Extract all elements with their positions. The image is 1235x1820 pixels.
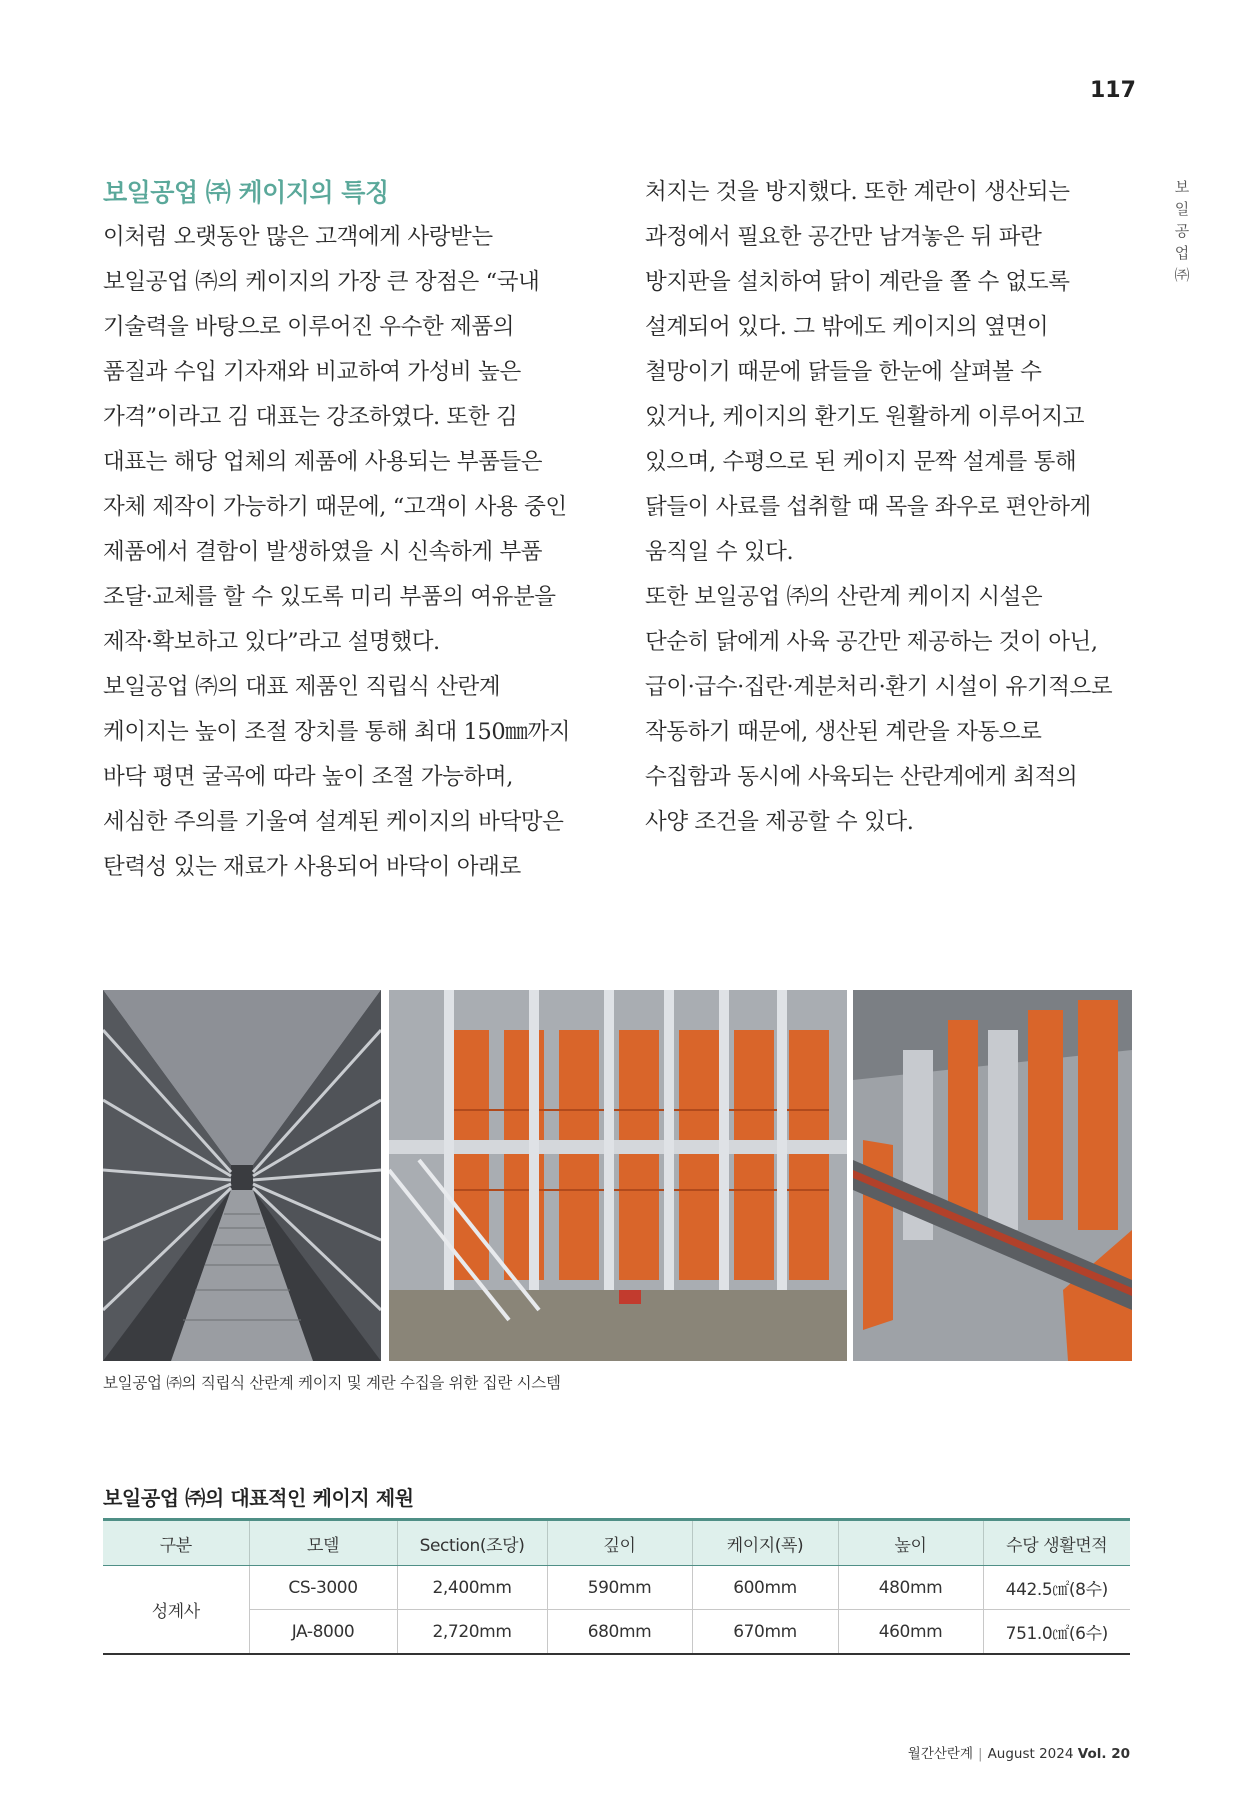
body-text-line: 있으며, 수평으로 된 케이지 문짝 설계를 통해 — [645, 449, 1077, 475]
body-text-line: 품질과 수입 기자재와 비교하여 가성비 높은 — [103, 359, 521, 385]
body-text-line: 이처럼 오랫동안 많은 고객에게 사랑받는 — [103, 224, 493, 250]
footer-magazine: 월간산란계 — [907, 1746, 973, 1762]
table-header-row — [103, 1520, 1130, 1566]
body-text-line: 제작·확보하고 있다”라고 설명했다. — [103, 629, 440, 655]
page-number: 117 — [1090, 78, 1136, 103]
section-heading: 보일공업 ㈜ 케이지의 특징 — [103, 178, 389, 207]
left-column-body — [103, 215, 603, 890]
side-tab-char: 업 — [1174, 244, 1190, 262]
side-tab-char: 공 — [1174, 222, 1190, 240]
table-header-cell: 구분 — [103, 1520, 249, 1566]
table-cell: JA-8000 — [249, 1610, 397, 1655]
body-text-line: 작동하기 때문에, 생산된 계란을 자동으로 — [645, 719, 1042, 745]
body-text-line: 급이·급수·집란·계분처리·환기 시설이 유기적으로 — [645, 674, 1113, 700]
body-text-line: 보일공업 ㈜의 케이지의 가장 큰 장점은 “국내 — [103, 269, 540, 295]
body-text-line: 설계되어 있다. 그 밖에도 케이지의 옆면이 — [645, 314, 1049, 340]
table-header-cell: 케이지(폭) — [692, 1520, 838, 1566]
page-footer — [800, 1742, 1130, 1762]
body-text-line: 방지판을 설치하여 닭이 계란을 쫄 수 없도록 — [645, 269, 1070, 295]
body-text-line: 케이지는 높이 조절 장치를 통해 최대 150㎜까지 — [103, 719, 571, 745]
footer-volume: Vol. 20 — [1077, 1746, 1130, 1762]
body-text-line: 세심한 주의를 기울여 설계된 케이지의 바닥망은 — [103, 809, 564, 835]
body-text-line: 움직일 수 있다. — [645, 539, 794, 565]
photo-egg-collection-system — [853, 990, 1132, 1361]
table-cell: 460mm — [838, 1610, 983, 1655]
table-cell: 2,720mm — [397, 1610, 547, 1655]
side-tab-char: 보 — [1174, 178, 1190, 196]
body-text-line: 조달·교체를 할 수 있도록 미리 부품의 여유분을 — [103, 584, 556, 610]
body-text-line: 있거나, 케이지의 환기도 원활하게 이루어지고 — [645, 404, 1085, 430]
photo-cage-installation — [389, 990, 847, 1361]
body-text-line: 기술력을 바탕으로 이루어진 우수한 제품의 — [103, 314, 515, 340]
cage-spec-table — [103, 1518, 1130, 1655]
table-cell: 590mm — [547, 1566, 692, 1610]
body-text-line: 탄력성 있는 재료가 사용되어 바닥이 아래로 — [103, 854, 521, 880]
body-text-line: 또한 보일공업 ㈜의 산란계 케이지 시설은 — [645, 584, 1043, 610]
body-text-line: 제품에서 결함이 발생하였을 시 신속하게 부품 — [103, 539, 543, 565]
body-text-line: 처지는 것을 방지했다. 또한 계란이 생산되는 — [645, 179, 1070, 205]
table-title: 보일공업 ㈜의 대표적인 케이지 제원 — [103, 1486, 414, 1510]
table-cell: 751.0㎠(6수) — [983, 1610, 1130, 1655]
table-row — [103, 1566, 1130, 1610]
body-text-line: 대표는 해당 업체의 제품에 사용되는 부품들은 — [103, 449, 543, 475]
table-header-cell: 수당 생활면적 — [983, 1520, 1130, 1566]
body-text-line: 단순히 닭에게 사육 공간만 제공하는 것이 아닌, — [645, 629, 1098, 655]
table-header-cell: Section(조당) — [397, 1520, 547, 1566]
table-cell: 2,400mm — [397, 1566, 547, 1610]
table-cell: 442.5㎠(8수) — [983, 1566, 1130, 1610]
photo-cage-corridor — [103, 990, 381, 1361]
table-cell: 480mm — [838, 1566, 983, 1610]
side-tab-char: 일 — [1174, 200, 1190, 218]
side-tab — [1170, 176, 1194, 286]
photo-caption: 보일공업 ㈜의 직립식 산란계 케이지 및 계란 수집을 위한 집란 시스템 — [103, 1374, 561, 1392]
body-text-line: 철망이기 때문에 닭들을 한눈에 살펴볼 수 — [645, 359, 1042, 385]
article-left-column — [103, 170, 603, 890]
table-cell: CS-3000 — [249, 1566, 397, 1610]
body-text-line: 사양 조건을 제공할 수 있다. — [645, 809, 914, 835]
table-header-cell: 깊이 — [547, 1520, 692, 1566]
table-cell: 680mm — [547, 1610, 692, 1655]
footer-separator: | — [978, 1746, 983, 1762]
table-header-cell: 모델 — [249, 1520, 397, 1566]
body-text-line: 바닥 평면 굴곡에 따라 높이 조절 가능하며, — [103, 764, 513, 790]
article-right-column — [645, 170, 1145, 845]
table-row — [103, 1610, 1130, 1655]
table-cell: 600mm — [692, 1566, 838, 1610]
body-text-line: 가격”이라고 김 대표는 강조하였다. 또한 김 — [103, 404, 518, 430]
body-text-line: 닭들이 사료를 섭취할 때 목을 좌우로 편안하게 — [645, 494, 1091, 520]
body-text-line: 자체 제작이 가능하기 때문에, “고객이 사용 중인 — [103, 494, 567, 520]
table-header-cell: 높이 — [838, 1520, 983, 1566]
side-tab-char: ㈜ — [1174, 266, 1190, 284]
footer-issue: August 2024 — [987, 1746, 1074, 1762]
body-text-line: 수집함과 동시에 사육되는 산란계에게 최적의 — [645, 764, 1078, 790]
body-text-line: 보일공업 ㈜의 대표 제품인 직립식 산란계 — [103, 674, 501, 700]
right-column-body — [645, 170, 1145, 845]
table-cell: 670mm — [692, 1610, 838, 1655]
body-text-line: 과정에서 필요한 공간만 남겨놓은 뒤 파란 — [645, 224, 1042, 250]
table-group-cell: 성계사 — [151, 1602, 200, 1622]
